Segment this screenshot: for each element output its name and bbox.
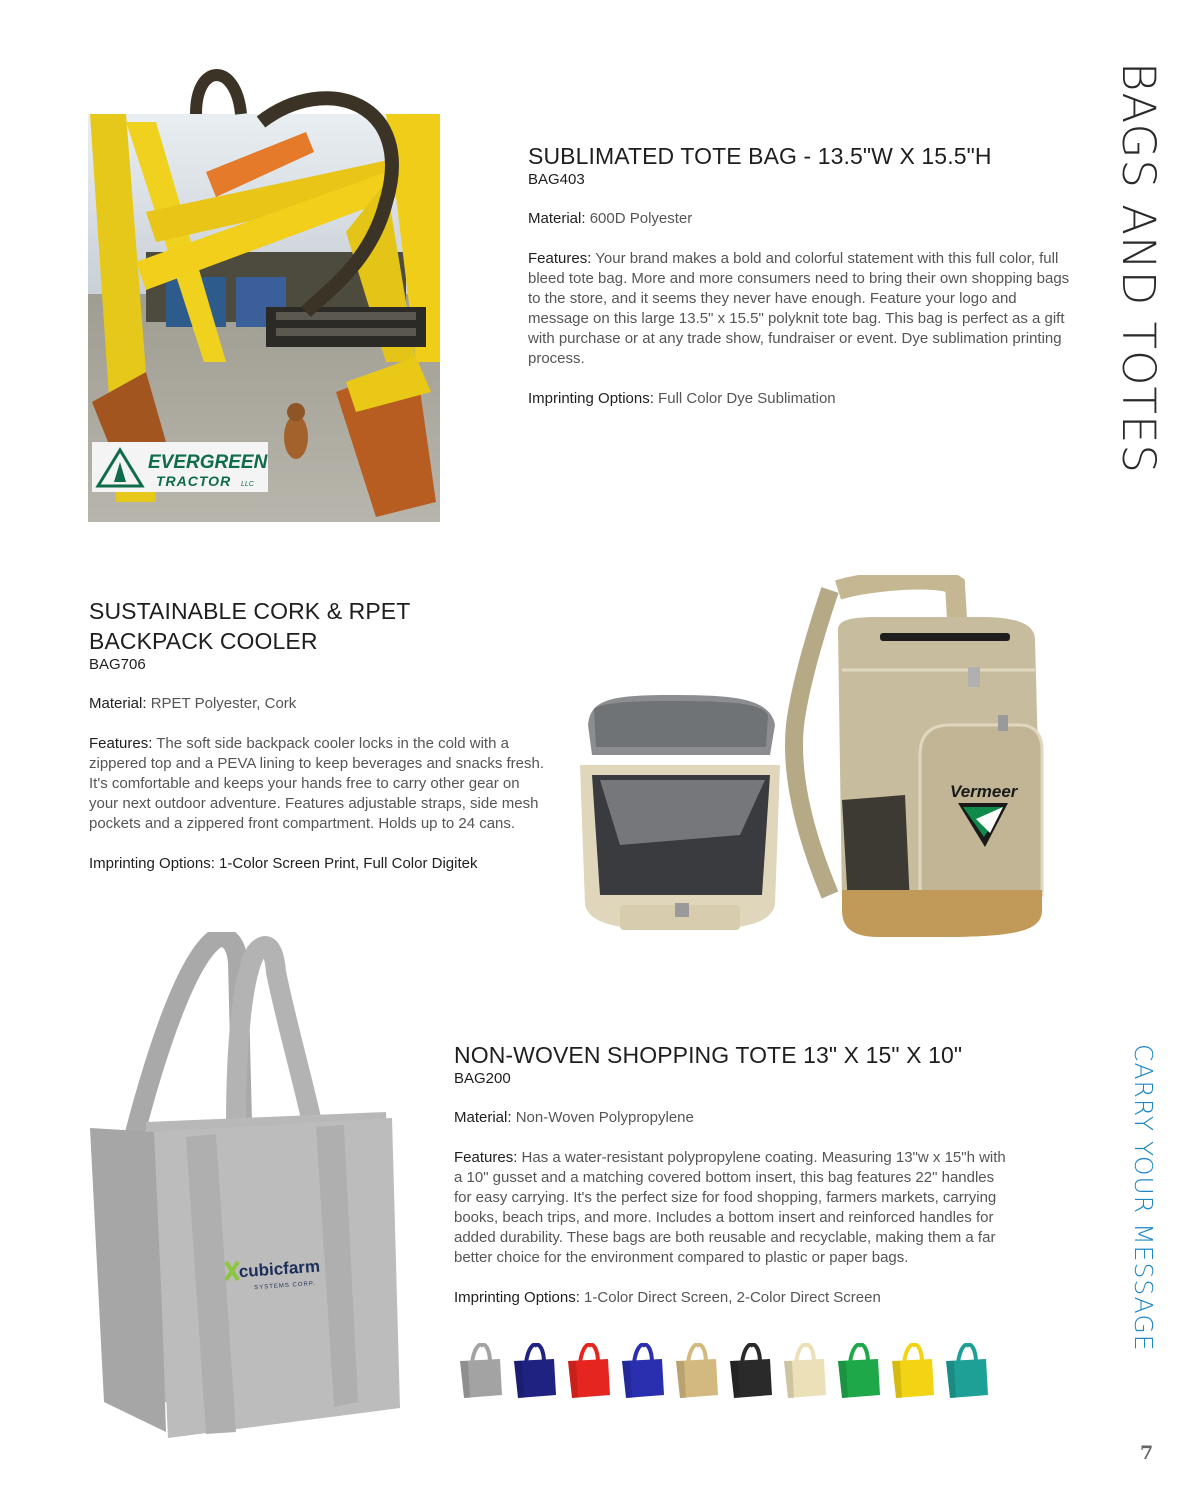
product-features: Features: The soft side backpack cooler locks in the cold with a zippered top and a PEVA lining to keep beverages and snacks fresh. It's comfortable and keeps your hands free to carry other gear on your next outdoor adventure. Features adjustable straps, side mesh pockets and a zippered front compartment. Holds up to 24 cans.	[89, 735, 545, 832]
color-swatch-navy	[512, 1343, 558, 1399]
product-imprint: Imprinting Options: Full Color Dye Sublimation	[528, 390, 836, 407]
product-sku: BAG200	[454, 1070, 511, 1087]
product-title: NON-WOVEN SHOPPING TOTE 13" X 15" X 10"	[454, 1042, 963, 1068]
product-sku: BAG403	[528, 171, 585, 188]
svg-text:TRACTOR: TRACTOR	[156, 473, 232, 489]
color-swatch-black	[728, 1343, 774, 1399]
section-title: BAGS AND TOTES	[1112, 62, 1165, 474]
product-features: Features: Has a water-resistant polypropylene coating. Measuring 13"w x 15"h with a 10" gusset and a matching covered bottom insert, this bag features 22" handles for easy carrying. It's the perfect size for food shopping, farmers markets, carrying books, beach trips, and more. Includes a bottom insert and reinforced handles for added durability. These bags are both reusable and recyclable, making them a far better choice for the environment compared to plastic or paper bags.	[454, 1149, 1006, 1266]
svg-text:Vermeer: Vermeer	[950, 782, 1018, 801]
product-imprint: Imprinting Options: 1-Color Direct Screen, 2-Color Direct Screen	[454, 1289, 881, 1306]
color-swatch-green	[836, 1343, 882, 1399]
svg-text:EVERGREEN: EVERGREEN	[148, 452, 268, 473]
product-title-line-1: SUSTAINABLE CORK & RPET	[89, 598, 411, 624]
color-swatch-red	[566, 1343, 612, 1399]
color-swatch-yellow	[890, 1343, 936, 1399]
product-material: Material: RPET Polyester, Cork	[89, 695, 297, 712]
svg-text:LLC: LLC	[241, 481, 254, 488]
backpack-cooler-image	[580, 575, 1050, 940]
product-imprint: Imprinting Options: 1-Color Screen Print, Full Color Digitek	[89, 855, 478, 872]
product-title: SUBLIMATED TOTE BAG - 13.5"W X 15.5"H	[528, 143, 992, 169]
section-subtitle: CARRY YOUR MESSAGE	[1129, 1044, 1158, 1352]
product-backpack-cooler	[89, 596, 547, 874]
product-title-line-2: BACKPACK COOLER	[89, 628, 318, 654]
color-swatch-teal	[944, 1343, 990, 1399]
svg-text:SYSTEMS CORP.: SYSTEMS CORP.	[254, 1280, 316, 1292]
color-swatch-row	[458, 1343, 990, 1399]
color-swatch-gray	[458, 1343, 504, 1399]
product-material: Material: Non-Woven Polypropylene	[454, 1109, 694, 1126]
product-material: Material: 600D Polyester	[528, 210, 693, 227]
product-non-woven-tote	[454, 1040, 1014, 1308]
product-sublimated-tote	[528, 141, 1073, 409]
color-swatch-khaki	[674, 1343, 720, 1399]
page-number: 7	[1140, 1442, 1154, 1464]
color-swatch-royal-blue	[620, 1343, 666, 1399]
product-sku: BAG706	[89, 656, 146, 673]
product-features: Features: Your brand makes a bold and colorful statement with this full color, full bleed tote bag. More and more consumers need to bring their own shopping bags to the store, and it seems they never have enough. Feature your logo and message on this large 13.5" x 15.5" polyknit tote bag. This bag is perfect as a gift with purchase or at any trade show, fundraiser or event. Dye sublimation printing process.	[528, 250, 1070, 367]
sublimated-tote-image	[86, 62, 442, 524]
non-woven-tote-image	[86, 932, 402, 1442]
color-swatch-natural	[782, 1343, 828, 1399]
svg-text:cubicfarm: cubicfarm	[238, 1256, 321, 1282]
